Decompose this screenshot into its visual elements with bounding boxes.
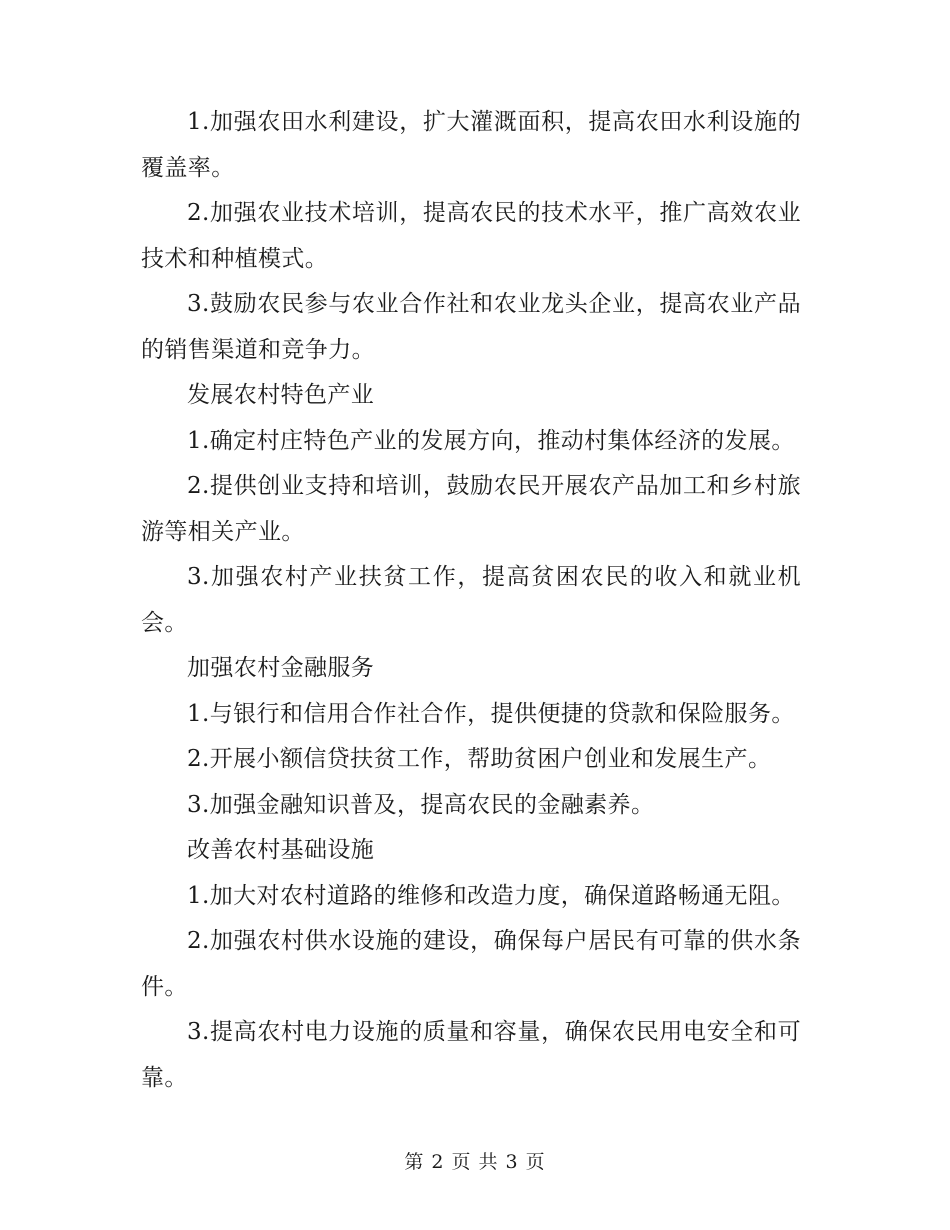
section-heading: 改善农村基础设施 <box>187 837 375 863</box>
document-body <box>141 100 801 1101</box>
paragraph-item: 2.加强农业技术培训，提高农民的技术水平，推广高效农业技术和种植模式。 <box>141 200 801 272</box>
paragraph-item: 2.加强农村供水设施的建设，确保每户居民有可靠的供水条件。 <box>141 928 801 1000</box>
paragraph-item: 2.开展小额信贷扶贫工作，帮助贫困户创业和发展生产。 <box>187 746 772 772</box>
section-heading: 加强农村金融服务 <box>187 655 375 681</box>
paragraph-item: 2.提供创业支持和培训，鼓励农民开展农产品加工和乡村旅游等相关产业。 <box>141 473 801 545</box>
paragraph-item: 3.提高农村电力设施的质量和容量，确保农民用电安全和可靠。 <box>141 1019 801 1091</box>
paragraph-item: 1.加强农田水利建设，扩大灌溉面积，提高农田水利设施的覆盖率。 <box>141 109 801 181</box>
paragraph-item: 3.鼓励农民参与农业合作社和农业龙头企业，提高农业产品的销售渠道和竞争力。 <box>141 291 801 363</box>
paragraph-item: 1.确定村庄特色产业的发展方向，推动村集体经济的发展。 <box>187 427 795 454</box>
paragraph-item: 3.加强农村产业扶贫工作，提高贫困农民的收入和就业机会。 <box>141 564 801 636</box>
paragraph-item: 1.加大对农村道路的维修和改造力度，确保道路畅通无阻。 <box>187 882 795 909</box>
paragraph-item: 1.与银行和信用合作社合作，提供便捷的贷款和保险服务。 <box>187 700 795 727</box>
paragraph-item: 3.加强金融知识普及，提高农民的金融素养。 <box>187 791 655 818</box>
page-number-footer: 第 2 页 共 3 页 <box>404 1151 546 1173</box>
section-heading: 发展农村特色产业 <box>187 382 375 408</box>
